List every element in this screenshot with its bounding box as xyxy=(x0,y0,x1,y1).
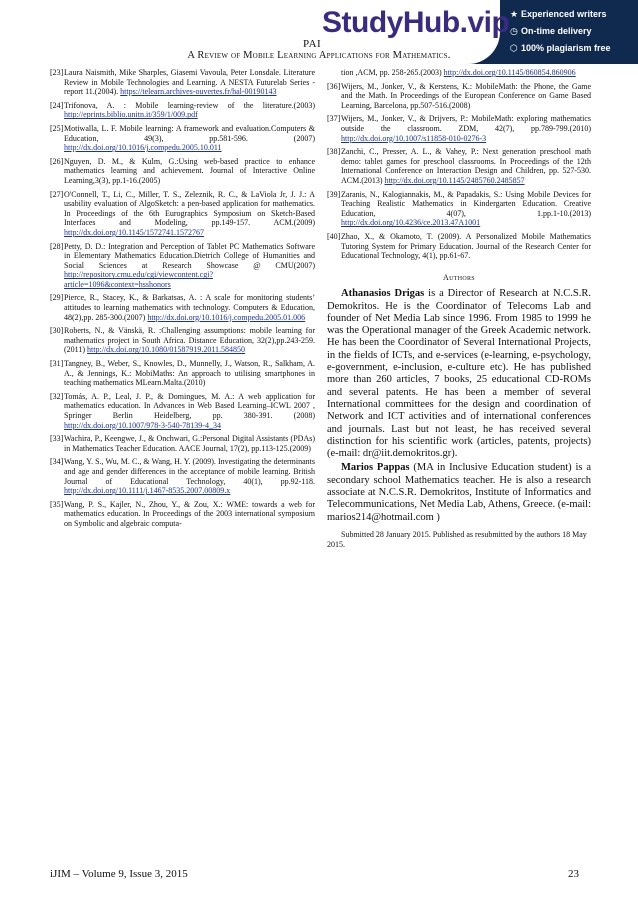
reference-number: [31] xyxy=(50,359,64,369)
reference-number: [26] xyxy=(50,156,64,166)
reference-text: Wang, Y. S., Wu, M. C., & Wang, H. Y. (2009). Investigating the determinants and age and gender differences in the acceptance of mobile learning. British Journal of Educational Technology, 40(1), pp.92-118. xyxy=(64,457,315,486)
reference-number: [40] xyxy=(327,231,341,241)
reference-list-left xyxy=(50,68,315,529)
right-column xyxy=(327,68,591,549)
reference-item xyxy=(50,293,315,322)
reference-text: Zhao, X., & Okamoto, T. (2009). A Personalized Mobile Mathematics Tutoring System for Primary Education. Journal of the Research Center for Educational Technology, 4(1), pp.61-67. xyxy=(341,231,591,261)
reference-number: [34] xyxy=(50,457,64,467)
feature-label: Experienced writers xyxy=(521,9,607,19)
reference-item xyxy=(50,101,315,120)
running-header-fragment: PAI xyxy=(303,38,322,50)
reference-text: Wijers, M., Jonker, V., & Drijvers, P.: MobileMath: exploring mathematics outside the classroom. ZDM, 42(7), pp.789-799.(2010) xyxy=(341,114,591,133)
reference-link[interactable]: http://dx.doi.org/10.4236/ce.2013.47A1001 xyxy=(341,218,481,228)
reference-number: [28] xyxy=(50,241,64,251)
reference-text: Petty, D. D.: Integration and Perception of Tablet PC Mathematics Software in Elementary Mathematics Education.Dietrich College of Humanities and Social Sciences at Research Showcase @ CMU(2007) xyxy=(64,241,315,270)
reference-number: [23] xyxy=(50,68,64,77)
reference-text: Trifonova, A. : Mobile learning-review of the literature.(2003) xyxy=(64,100,315,110)
feature-item xyxy=(510,23,636,40)
reference-item xyxy=(50,68,315,97)
reference-item xyxy=(50,326,315,355)
reference-item xyxy=(327,190,591,228)
studyhub-logo-text: StudyHub.vip xyxy=(322,6,510,39)
page-number: 23 xyxy=(568,868,579,880)
reference-item xyxy=(327,82,591,111)
reference-item xyxy=(327,114,591,143)
reference-text: Pierce, R., Stacey, K., & Barkatsas, A. : A scale for monitoring students’ attitudes to learning mathematics with technology. Computers & Education, 48(2),pp. 285-300.(2007) xyxy=(64,293,315,322)
reference-number: [35] xyxy=(50,499,64,509)
author-name: Marios Pappas xyxy=(341,462,410,474)
author-name: Athanasios Drigas xyxy=(341,288,425,300)
reference-number: [39] xyxy=(327,189,341,199)
reference-item xyxy=(50,457,315,495)
reference-text: Wachira, P., Keengwe, J., & Onchwari, G.:Personal Digital Assistants (PDAs) in Mathematics Teacher Education. AACE Journal, 17(2), pp.113-125.(2009) xyxy=(64,434,315,453)
reference-item xyxy=(50,500,315,529)
reference-list-right xyxy=(327,82,591,261)
reference-number: [32] xyxy=(50,391,64,401)
submission-note: Submitted 28 January 2015. Published as resubmitted by the authors 18 May 2015. xyxy=(327,529,587,549)
reference-item xyxy=(50,434,315,453)
reference-link[interactable]: https://telearn.archives-ouvertes.fr/hal-00190143 xyxy=(120,87,277,97)
star-icon: ★ xyxy=(510,9,519,19)
reference-number: [30] xyxy=(50,326,64,336)
shield-icon: ⬡ xyxy=(510,43,518,53)
reference-item xyxy=(50,242,315,290)
reference-text: O'Connell, T., Li, C., Miller, T. S., Zeleznik, R. C., & LaViola Jr, J. J.: A usability evaluation of AlgoSketch: a pen-based application for mathematics. In Proceedings of the 6th Eurographics Symposium on Sketch-Based Interfaces and Modeling, pp.149-157. ACM.(2009) xyxy=(64,189,315,228)
reference-link[interactable]: http://dx.doi.org/10.1145/860854.860906 xyxy=(443,68,576,77)
reference-text: Nguyen, D. M., & Kulm, G.:Using web-based practice to enhance mathematics learning and achievement. Journal of Interactive Online Learning,3(3), pp.1-16.(2005) xyxy=(64,156,315,185)
reference-link[interactable]: http://dx.doi.org/10.1007/s11858-010-0276-3 xyxy=(341,133,487,143)
reference-item xyxy=(327,232,591,261)
reference-text: tion ,ACM, pp. 258-265.(2003) xyxy=(341,68,442,77)
author-bio-text: is a Director of Research at N.C.S.R. Demokritos. He is the Coordinator of Telecoms Lab and founder of Net Media Lab since 1996. From 1985 to 1999 he was the Operational manager of the Greek Academic network. He has been the Coordinator of Several International Projects, in the fields of ICTs, and e-services (e-learning, e-psychology, e-government, e-inclusion, e-culture etc). He has published more than 260 articles, 7 books, 25 educational CD-ROMs and several patents. He has been a member of several International committees for the design and coordination of Network and ICT activities and of international conferences and journals. Last but not least, he has received several distinction for his scientific work (articles, patents, projects) (e-mail: dr@iit.demokritos.gr). xyxy=(327,288,591,460)
reference-link[interactable]: http://eprints.biblio.unitn.it/359/1/009.pdf xyxy=(64,110,198,120)
reference-link[interactable]: http://dx.doi.org/10.1080/01587919.2011.584850 xyxy=(87,345,246,355)
footer-journal: iJIM – Volume 9, Issue 3, 2015 xyxy=(50,868,188,880)
clock-icon: ◷ xyxy=(510,26,518,36)
reference-item xyxy=(50,190,315,238)
reference-item xyxy=(327,147,591,185)
reference-item xyxy=(50,359,315,388)
author-bio-text: (MA in Inclusive Education student) is a secondary school Mathematics teacher. He is also a research associate at N.C.S.R. Demokritos, Institute of Informatics and Telecommunications, Net Media Lab, Athens, Greece. (e-mail: marios214@hotmail.com ) xyxy=(327,462,592,523)
reference-link[interactable]: http://dx.doi.org/10.1016/j.compedu.2005.01.006 xyxy=(147,312,306,322)
running-header-title: A Review of Mobile Learning Applications for Mathematics. xyxy=(187,50,451,61)
reference-number: [38] xyxy=(327,147,341,157)
reference-link[interactable]: http://dx.doi.org/10.1145/1572741.1572767 xyxy=(64,227,205,237)
reference-link[interactable]: http://dx.doi.org/10.1145/2485760.2485857 xyxy=(384,175,525,185)
reference-item xyxy=(50,124,315,153)
reference-item xyxy=(50,392,315,430)
reference-link[interactable]: http://dx.doi.org/10.1007/978-3-540-78139-4_34 xyxy=(64,420,221,430)
reference-number: [27] xyxy=(50,189,64,199)
reference-link[interactable]: http://repository.cmu.edu/cgi/viewcontent.cgi?article=1096&context=hsshonors xyxy=(64,270,213,289)
feature-item xyxy=(510,6,636,23)
authors-heading: Authors xyxy=(443,272,475,282)
reference-link[interactable]: http://dx.doi.org/10.1111/j.1467-8535.2007.00809.x xyxy=(64,486,231,496)
reference-text: Motiwalla, L. F. Mobile learning: A framework and evaluation.Computers & Education, 49(3), pp.581-596. (2007) xyxy=(64,123,315,143)
reference-number: [29] xyxy=(50,293,64,303)
feature-label: On-time delivery xyxy=(521,26,592,36)
feature-label: 100% plagiarism free xyxy=(521,43,611,53)
reference-text: Laura Naismith, Mike Sharples, Giasemi Vavoula, Peter Lonsdale. Literature Review in Mobile Technologies and Learning. A NESTA Futurelab Series - report 11.(2004). xyxy=(64,68,315,97)
left-column xyxy=(50,68,315,533)
author-bio xyxy=(327,462,591,523)
reference-text: Wijers, M., Jonker, V., & Kerstens, K.: MobileMath: the Phone, the Game and the Math. In Proceedings of the European Conference on Game Based Learning, Barcelona, pp.507-516.(2008) xyxy=(341,81,591,110)
reference-item xyxy=(50,157,315,186)
reference-number: [37] xyxy=(327,114,341,124)
reference-text: Wang, P. S., Kajler, N., Zhou, Y., & Zou, X.: WME: towards a web for mathematics education. In Proceedings of the 2003 international symposium on Symbolic and algebraic computa- xyxy=(64,499,315,528)
reference-number: [36] xyxy=(327,81,341,91)
reference-text: Tomás, A. P., Leal, J. P., & Domingues, M. A.: A web application for mathematics education. In Advances in Web Based Learning–ICWL 2007 , Springer Berlin Heidelberg, pp. 380-391. (2008) xyxy=(64,391,315,420)
reference-link[interactable]: http://dx.doi.org/10.1016/j.compedu.2005.10.011 xyxy=(64,143,222,153)
author-bio xyxy=(327,288,591,460)
reference-text: Roberts, N., & Vänskä, R. :Challenging assumptions: mobile learning for mathematics project in South Africa. Distance Education, 32(2),pp.243-259.(2011) xyxy=(64,326,315,355)
reference-number: [33] xyxy=(50,434,64,444)
reference-continuation xyxy=(327,68,591,78)
reference-number: [24] xyxy=(50,100,64,110)
reference-number: [25] xyxy=(50,123,64,133)
reference-text: Tangney, B., Weber, S., Knowles, D., Munnelly, J., Watson, R., Salkham, A. A., & Jennings, K.: MobiMaths: An approach to utilising smartphones in teaching mathematics MLearn.Malta.(2010) xyxy=(64,359,315,388)
reference-text: Zaranis, N., Kalogiannakis, M., & Papadakis, S.: Using Mobile Devices for Teaching Realistic Mathematics in Kindergarten Education. Creative Education, 4(07), 1.pp.1-10.(2013) xyxy=(341,189,591,218)
reference-text: Zanchi, C., Presser, A. L., & Vahey, P.: Next generation preschool math demo: tablet games for preschool classrooms. In Proceedings of the 12th International Conference on Interaction Design and Children, pp. 527-530. ACM.(2013) xyxy=(341,147,591,185)
